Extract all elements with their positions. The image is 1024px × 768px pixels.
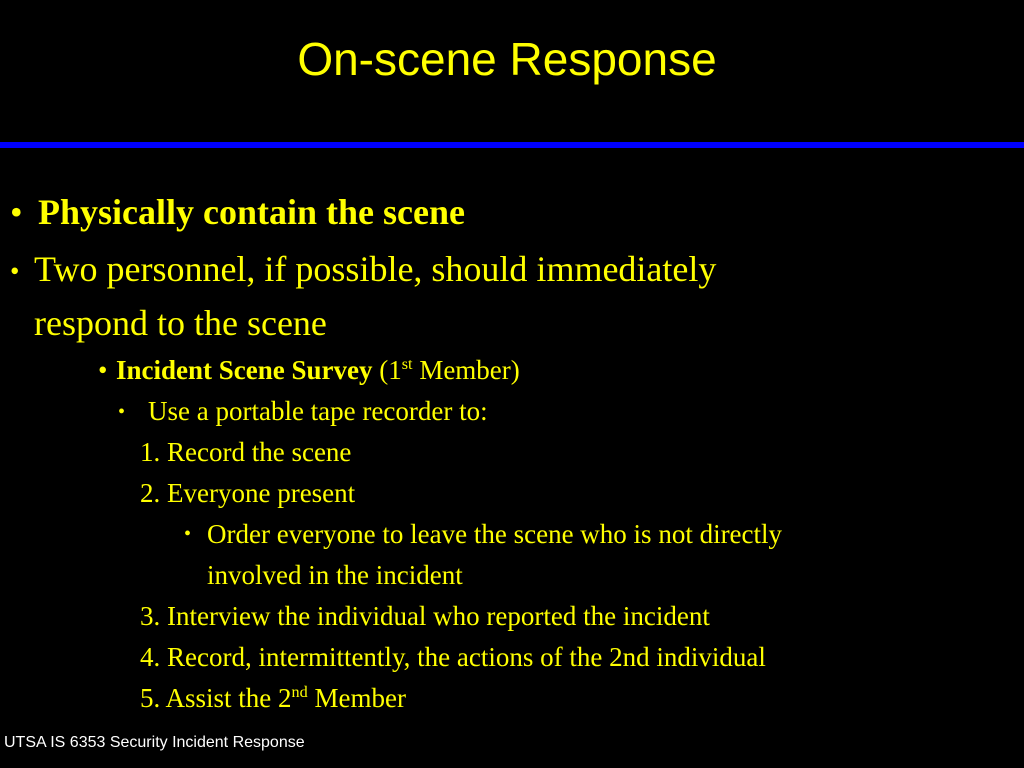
bullet-two-personnel-line1: Two personnel, if possible, should immediately	[34, 249, 717, 289]
assist-post: Member	[307, 683, 406, 713]
bullet-order-everyone-line1: Order everyone to leave the scene who is not directly	[207, 519, 783, 549]
numbered-item-4: 4. Record, intermittently, the actions of the 2nd individual	[140, 642, 766, 672]
bullet-two-personnel-line2: respond to the scene	[34, 303, 327, 343]
survey-member-rest: Member)	[412, 355, 520, 385]
assist-sup: nd	[291, 683, 308, 701]
bullet-marker: •	[184, 523, 192, 545]
numbered-item-1: 1. Record the scene	[140, 437, 352, 467]
survey-member-open: (1	[372, 355, 402, 385]
slide-footer: UTSA IS 6353 Security Incident Response	[4, 734, 305, 751]
survey-member-sup: st	[401, 355, 413, 373]
survey-label: Incident Scene Survey	[116, 355, 373, 385]
bullet-marker: •	[10, 256, 20, 286]
bullet-physically-contain: Physically contain the scene	[38, 192, 465, 232]
bullet-marker: •	[10, 192, 23, 232]
bullet-marker: •	[98, 355, 108, 385]
slide-title: On-scene Response	[297, 33, 717, 85]
assist-pre: 5. Assist the 2	[140, 683, 292, 713]
numbered-item-5	[140, 682, 406, 714]
bullet-marker: •	[118, 401, 126, 423]
bullet-incident-scene-survey	[116, 354, 520, 386]
bullet-order-everyone-line2: involved in the incident	[207, 560, 463, 590]
title-divider	[0, 142, 1024, 148]
bullet-tape-recorder: Use a portable tape recorder to:	[148, 396, 488, 426]
numbered-item-3: 3. Interview the individual who reported the incident	[140, 601, 710, 631]
numbered-item-2: 2. Everyone present	[140, 478, 356, 508]
